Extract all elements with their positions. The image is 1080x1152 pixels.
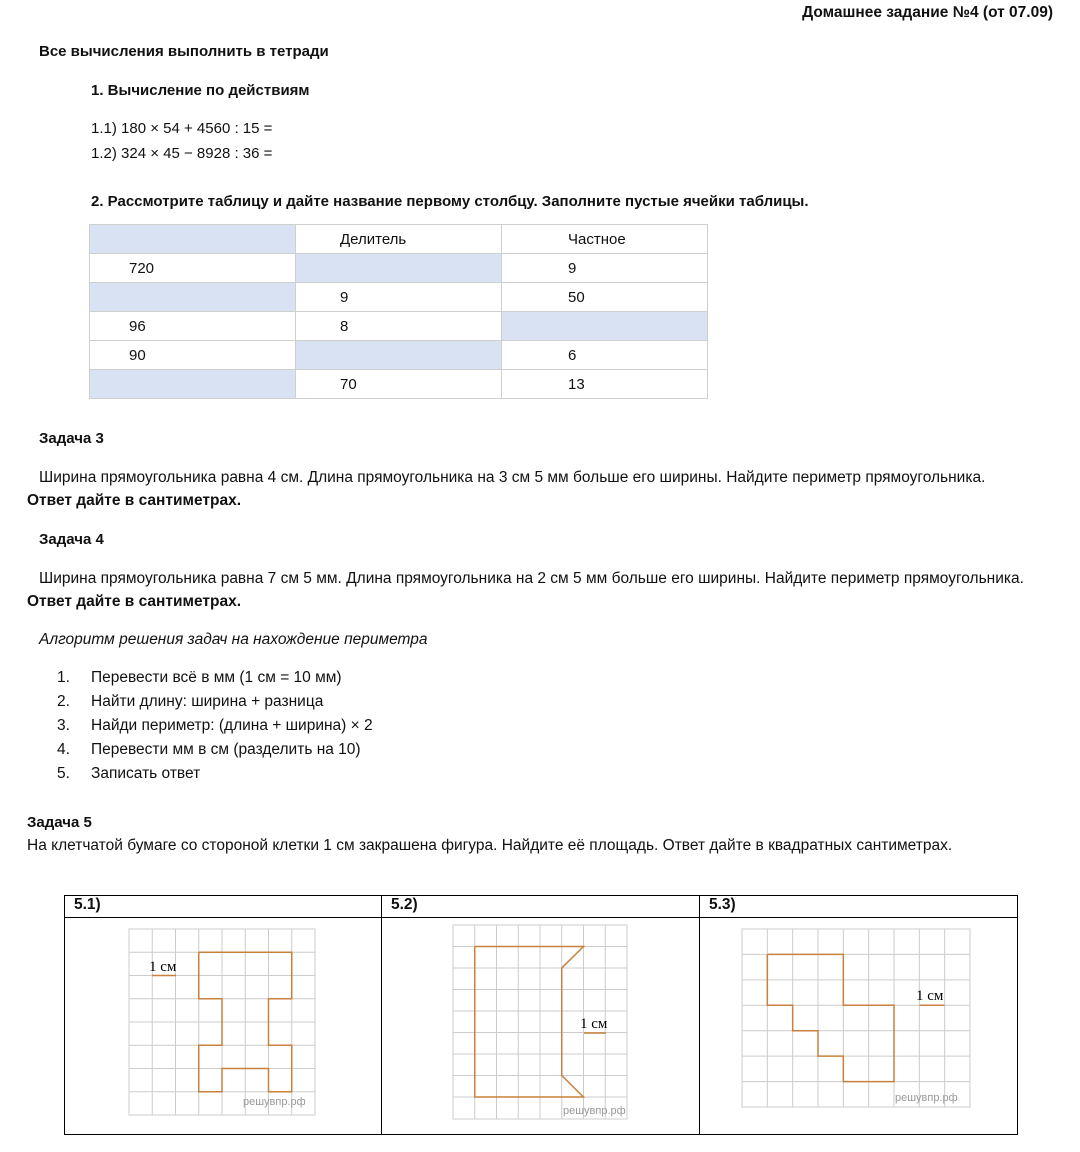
task3-text	[27, 466, 1027, 512]
task2-title: 2. Рассмотрите таблицу и дайте название первому столбцу. Заполните пустые ячейки таблицы.	[91, 193, 809, 210]
table-row	[90, 341, 708, 370]
task1-item: 1.1) 180 × 54 + 4560 : 15 =	[91, 120, 273, 137]
task5-text: На клетчатой бумаге со стороной клетки 1 см закрашена фигура. Найдите её площадь. Ответ дайте в квадратных сантиметрах.	[27, 837, 953, 854]
page-title: Домашнее задание №4 (от 07.09)	[802, 4, 1053, 21]
table-row	[90, 283, 708, 312]
table-cell: 13	[502, 370, 708, 399]
table-row	[90, 312, 708, 341]
grid	[742, 929, 970, 1107]
unit-label: 1 см	[580, 1016, 608, 1032]
task1-title: 1. Вычисление по действиям	[91, 82, 310, 99]
figure-cell-5-1	[65, 918, 382, 1135]
algorithm-title: Алгоритм решения задач на нахождение периметра	[39, 631, 428, 648]
list-item: 4. Перевести мм в см (разделить на 10)	[57, 741, 361, 758]
figure-cell-5-3	[700, 918, 1018, 1135]
table-row	[90, 370, 708, 399]
table-cell: 9	[502, 254, 708, 283]
table-header-cell: Частное	[502, 225, 708, 254]
figures-table	[64, 895, 1018, 1135]
watermark: решувпр.рф	[243, 1096, 306, 1108]
table-cell	[90, 283, 296, 312]
figure-5-2	[382, 918, 699, 1130]
table-cell: 8	[296, 312, 502, 341]
figure-5-3	[700, 918, 1017, 1130]
list-item: 3. Найди периметр: (длина + ширина) × 2	[57, 717, 373, 734]
task3-answer-note: Ответ дайте в сантиметрах.	[27, 492, 242, 509]
table-cell: 9	[296, 283, 502, 312]
task1-item: 1.2) 324 × 45 − 8928 : 36 =	[91, 145, 273, 162]
table-cell	[502, 312, 708, 341]
task3-body: Ширина прямоугольника равна 4 см. Длина прямоугольника на 3 см 5 мм больше его ширины. Найдите периметр прямоугольника.	[39, 469, 986, 486]
task4-answer-note: Ответ дайте в сантиметрах.	[27, 593, 242, 610]
table-cell: 96	[90, 312, 296, 341]
table-header-cell: Делитель	[296, 225, 502, 254]
table-cell	[296, 254, 502, 283]
table-cell	[296, 341, 502, 370]
unit-label: 1 см	[149, 959, 177, 975]
task5-title: Задача 5	[27, 814, 92, 831]
figure-cell-5-2	[382, 918, 700, 1135]
algorithm-steps	[57, 666, 373, 786]
figure-label: 5.1)	[65, 896, 382, 918]
table-cell: 50	[502, 283, 708, 312]
division-table	[89, 224, 708, 399]
task4-title: Задача 4	[39, 531, 104, 548]
task3-title: Задача 3	[39, 430, 104, 447]
unit-label: 1 см	[916, 988, 944, 1004]
list-item: 5. Записать ответ	[57, 765, 201, 782]
list-item: 2. Найти длину: ширина + разница	[57, 693, 324, 710]
figure-label: 5.3)	[700, 896, 1018, 918]
intro-text: Все вычисления выполнить в тетради	[39, 43, 329, 60]
task4-text	[27, 567, 1027, 613]
table-cell: 70	[296, 370, 502, 399]
table-header-row	[90, 225, 708, 254]
list-item: 1. Перевести всё в мм (1 см = 10 мм)	[57, 669, 342, 686]
table-cell: 6	[502, 341, 708, 370]
task4-body: Ширина прямоугольника равна 7 см 5 мм. Длина прямоугольника на 2 см 5 мм больше его ширины. Найдите периметр прямоугольника.	[39, 570, 1024, 587]
figure-5-1	[65, 918, 381, 1130]
figure-label: 5.2)	[382, 896, 700, 918]
watermark: решувпр.рф	[563, 1105, 626, 1117]
table-header-cell	[90, 225, 296, 254]
table-row	[90, 254, 708, 283]
table-cell: 90	[90, 341, 296, 370]
table-cell	[90, 370, 296, 399]
table-cell: 720	[90, 254, 296, 283]
watermark: решувпр.рф	[895, 1092, 958, 1104]
